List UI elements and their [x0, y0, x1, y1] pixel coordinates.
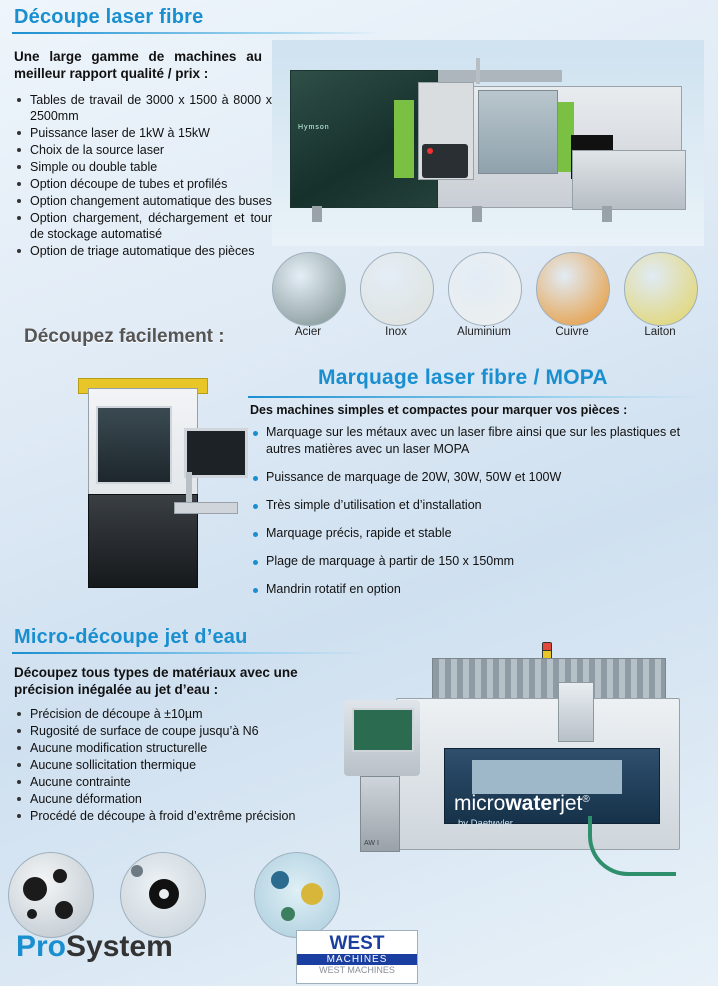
west-logo-line1: WEST	[329, 933, 385, 954]
material-swatch-laiton	[624, 252, 698, 326]
section-waterjet-title: Micro-découpe jet d’eau	[14, 626, 248, 648]
machine-accent-panel	[394, 100, 414, 178]
list-item: Rugosité de surface de coupe jusqu’à N6	[14, 723, 360, 739]
section-waterjet-lead: Découpez tous types de matériaux avec une précision inégalée au jet d’eau :	[14, 665, 298, 697]
sample-photo-3	[254, 852, 340, 938]
west-machines-logo	[296, 930, 418, 984]
list-item: Aucune modification structurelle	[14, 740, 360, 756]
machine-table-conveyor	[572, 150, 686, 210]
logo-suffix: System	[66, 930, 173, 963]
machine-leg	[312, 206, 322, 222]
list-item: Aucune sollicitation thermique	[14, 757, 360, 773]
machine-keyboard-tray	[174, 502, 238, 514]
machine-column	[360, 776, 400, 852]
machine-door-window	[96, 406, 172, 484]
list-item: Très simple d’utilisation et d’installation	[250, 497, 706, 514]
machine-work-tray	[472, 760, 622, 794]
machine-exhaust-pipe	[476, 58, 480, 84]
list-item: Puissance laser de 1kW à 15kW	[14, 125, 272, 141]
laser-marking-machine-photo	[36, 366, 248, 612]
laser-cutting-machine-photo	[272, 40, 704, 246]
list-item: Procédé de découpe à froid d’extrême précision	[14, 808, 360, 824]
material-label: Acier	[294, 326, 322, 338]
list-item: Option changement automatique des buses	[14, 193, 272, 209]
section-marking-lead: Des machines simples et compactes pour marquer vos pièces :	[250, 403, 628, 417]
marking-feature-list	[250, 424, 706, 609]
waterjet-machine-photo	[336, 640, 708, 890]
material-label: Inox	[385, 326, 407, 338]
waterjet-feature-list	[14, 706, 360, 825]
laser-cutting-feature-list	[14, 92, 272, 260]
brand-part-micro: micro	[454, 792, 506, 815]
material-swatch-inox	[360, 252, 434, 326]
brand-part-water: water	[505, 792, 561, 815]
machine-top-rail	[432, 70, 562, 82]
list-item: Choix de la source laser	[14, 142, 272, 158]
machine-enclosure	[290, 70, 438, 208]
section-laser-cutting-lead: Une large gamme de machines au meilleur rapport qualité / prix :	[14, 49, 262, 81]
machine-hose	[588, 816, 676, 876]
list-item: Marquage sur les métaux avec un laser fibre ainsi que sur les plastiques et autres matières avec un laser MOPA	[250, 424, 706, 458]
machine-hmi	[422, 144, 468, 178]
list-item: Simple ou double table	[14, 159, 272, 175]
list-item: Plage de marquage à partir de 150 x 150mm	[250, 553, 706, 570]
machine-screen	[352, 708, 414, 752]
material-swatch-acier	[272, 252, 346, 326]
machine-leg	[602, 206, 612, 222]
sample-photo-2	[120, 852, 206, 938]
brand-registered-mark: ®	[582, 794, 590, 805]
west-logo-line3: WEST MACHINES	[319, 965, 395, 975]
material-swatch-cuivre	[536, 252, 610, 326]
list-item: Marquage précis, rapide et stable	[250, 525, 706, 542]
machine-window	[478, 90, 558, 174]
material-label: Laiton	[644, 326, 676, 338]
section-marking-rule	[248, 396, 706, 398]
control-label: AW I	[364, 840, 379, 847]
section-marking-subtitle: Découpez facilement :	[24, 326, 225, 347]
brand-part-jet: jet	[560, 792, 583, 815]
list-item: Précision de découpe à ±10µm	[14, 706, 360, 722]
list-item: Option découpe de tubes et profilés	[14, 176, 272, 192]
section-laser-cutting-title: Découpe laser fibre	[14, 6, 204, 28]
monitor-arm	[186, 472, 192, 502]
machine-leg	[472, 206, 482, 222]
logo-prefix: Pro	[16, 930, 67, 963]
material-label: Aluminium	[457, 326, 511, 338]
section-laser-cutting-rule	[12, 32, 382, 34]
list-item: Option chargement, déchargement et tour de stockage automatisé	[14, 210, 272, 242]
section-waterjet-rule	[12, 652, 368, 654]
material-label: Cuivre	[555, 326, 589, 338]
cutting-head	[558, 682, 594, 742]
list-item: Mandrin rotatif en option	[250, 581, 706, 598]
waterjet-brand-sub: by Daetwyler	[458, 818, 513, 829]
list-item: Aucune contrainte	[14, 774, 360, 790]
section-marking-title: Marquage laser fibre / MOPA	[318, 366, 608, 389]
machine-brand-label: Hymson	[298, 124, 330, 131]
material-swatches	[272, 252, 704, 348]
material-swatch-aluminium	[448, 252, 522, 326]
list-item: Tables de travail de 3000 x 1500 à 8000 x 2500mm	[14, 92, 272, 124]
waterjet-brand	[454, 792, 590, 816]
machine-monitor	[184, 428, 248, 478]
list-item: Option de triage automatique des pièces	[14, 243, 272, 259]
west-logo-line2: MACHINES	[297, 954, 417, 965]
list-item: Puissance de marquage de 20W, 30W, 50W et 100W	[250, 469, 706, 486]
list-item: Aucune déformation	[14, 791, 360, 807]
company-logo	[16, 930, 173, 964]
sample-photo-1	[8, 852, 94, 938]
